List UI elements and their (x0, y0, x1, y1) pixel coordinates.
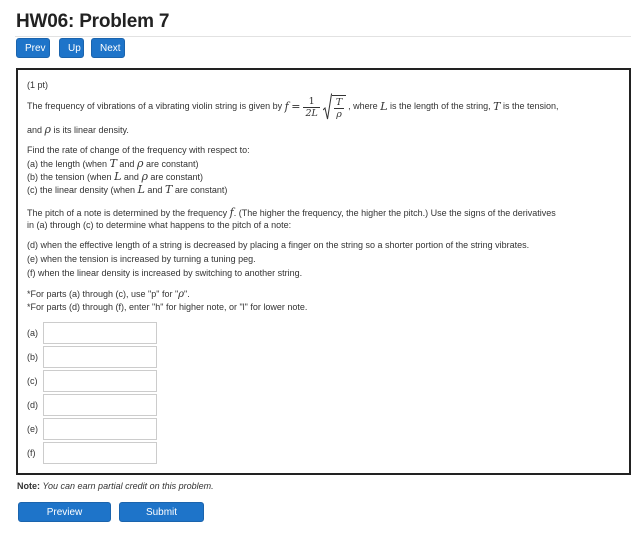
answer-row-c (27, 370, 157, 392)
radical-sign-icon (323, 93, 332, 121)
answer-input-f[interactable] (43, 442, 157, 464)
f-symbol: f (284, 100, 289, 114)
answer-input-c[interactable] (43, 370, 157, 392)
part-b-text: (b) the tension (when L and ρ are constant) (27, 170, 203, 183)
hint-line-2: *For parts (d) through (f), enter "h" for higher note, or "l" for lower note. (27, 302, 308, 312)
sqrt-denominator: ρ (336, 108, 342, 120)
submit-answers-button[interactable]: Submit Answers (119, 502, 204, 522)
part-a-text: (a) the length (when T and ρ are constant) (27, 157, 199, 170)
fraction-denominator: 2L (305, 107, 318, 119)
fraction-one-over-2L (303, 96, 319, 119)
answer-label-a: (a) (27, 328, 38, 338)
up-button[interactable]: Up (59, 38, 84, 58)
part-c-text: (c) the linear density (when L and T are constant) (27, 183, 228, 196)
answer-label-c: (c) (27, 376, 38, 386)
part-d-text: (d) when the effective length of a string is decreased by placing a finger on the string so a shorter portion of the string vibrates. (27, 240, 530, 250)
answer-input-e[interactable] (43, 418, 157, 440)
answer-row-b (27, 346, 157, 368)
equals-sign: = (291, 100, 301, 114)
page-title: HW06: Problem 7 (16, 11, 170, 32)
hint-line-1: *For parts (a) through (c), use "p" for "ρ". (27, 289, 190, 300)
points-label: (1 pt) (27, 80, 49, 90)
answer-label-d: (d) (27, 400, 38, 410)
sqrt-fraction (334, 97, 344, 120)
fraction-numerator: 1 (308, 95, 315, 107)
problem-panel (16, 68, 631, 475)
next-button[interactable]: Next (91, 38, 125, 58)
find-prompt: Find the rate of change of the frequency with respect to: (27, 145, 250, 155)
intro-line-2: and ρ is its linear density. (27, 123, 129, 136)
answer-label-b: (b) (27, 352, 38, 362)
square-root (323, 93, 346, 121)
answer-input-b[interactable] (43, 346, 157, 368)
answer-row-f (27, 442, 157, 464)
answer-input-a[interactable] (43, 322, 157, 344)
formula-line: The frequency of vibrations of a vibrating violin string is given by f = $\frac{1}{2L}$ $\frac{T}{\rho}$ , where L is the length of the string, T is the tension, (27, 92, 559, 122)
pitch-line-2: in (a) through (c) to determine what happens to the pitch of a note: (27, 220, 292, 230)
answer-label-e: (e) (27, 424, 38, 434)
pitch-line-1: The pitch of a note is determined by the frequency f. (The higher the frequency, the higher the pitch.) Use the signs of the derivatives (27, 206, 556, 219)
prev-button[interactable]: Prev (16, 38, 50, 58)
sqrt-numerator: T (335, 96, 343, 108)
intro-text: The frequency of vibrations of a vibrating violin string is given by (27, 101, 283, 112)
answer-row-d (27, 394, 157, 416)
answer-row-a (27, 322, 157, 344)
title-divider (15, 36, 631, 37)
part-f-text: (f) when the linear density is increased by switching to another string. (27, 268, 303, 278)
answer-row-e (27, 418, 157, 440)
preview-answers-button[interactable]: Preview Answers (18, 502, 111, 522)
part-e-text: (e) when the tension is increased by turning a tuning peg. (27, 254, 256, 264)
answer-input-d[interactable] (43, 394, 157, 416)
answer-label-f: (f) (27, 448, 36, 458)
partial-credit-note: Note: You can earn partial credit on this problem. (17, 481, 214, 491)
